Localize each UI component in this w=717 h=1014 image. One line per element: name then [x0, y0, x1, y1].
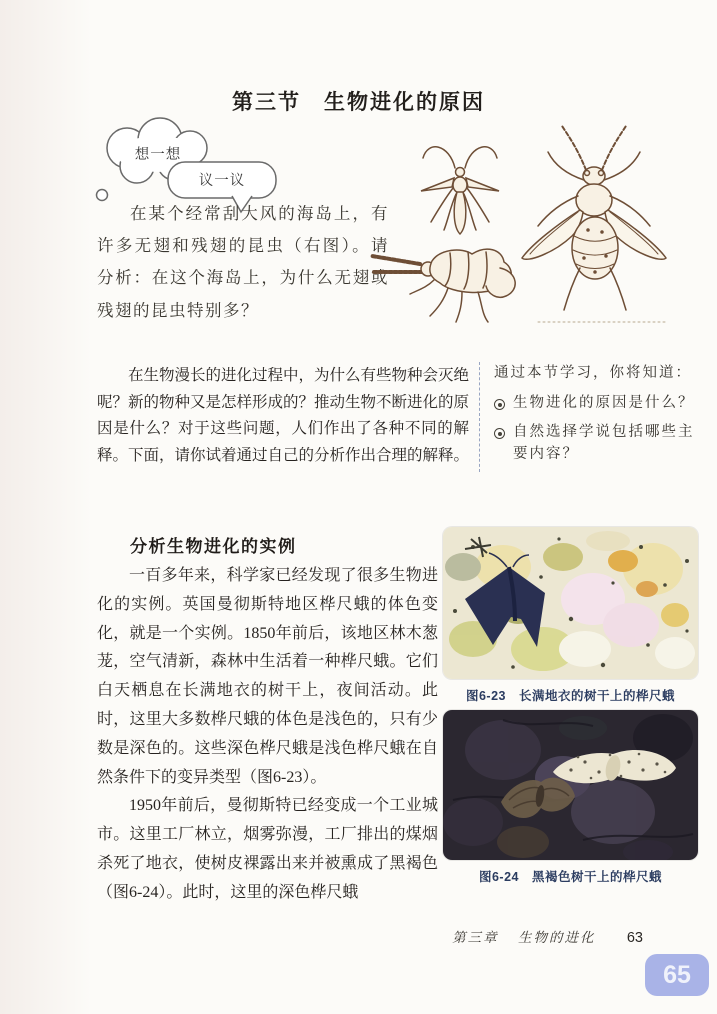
intro-paragraph: 在生物漫长的进化过程中，为什么有些物种会灭绝呢？新的物种又是怎样形成的？推动生物不断进化的原因是什么？对于这些问题，人们作出了各种不同的解释。下面，请你试着通过自己的分析作出合理的解释。 [97, 367, 470, 464]
figure-caption: 图6-23 长满地衣的树干上的桦尺蛾 [465, 689, 676, 703]
vestigial-winged-insect-drawing [421, 147, 499, 234]
dark-tree-moth-photo [443, 710, 698, 860]
page-footer [97, 926, 643, 946]
learning-goal-item [494, 421, 695, 466]
lichen-tree-moth-photo [443, 527, 698, 679]
winged-insect-drawing [522, 126, 668, 322]
footer-chapter-title: 生物的进化 [517, 930, 596, 945]
insect-illustration [360, 110, 692, 344]
body-paragraph: 一百多年来，科学家已经发现了很多生物进化的实例。英国曼彻斯特地区桦尺蛾的体色变化，就是一个实例。1850年前后，该地区林木葱茏，空气清新，森林中生活着一种桦尺蛾。它们白天栖息在长满地衣的树干上，夜间活动。此时，这里大多数桦尺蛾的体色是浅色的，只有少数是深色的。这些深色桦尺蛾是浅色桦尺蛾在自然条件下的变异类型（图6-23）。 [97, 567, 438, 786]
learning-goal-item [494, 392, 695, 414]
subsection-heading: 分析生物进化的实例 [130, 537, 297, 556]
figure-6-23 [443, 527, 698, 704]
body-paragraph: 1950年前后，曼彻斯特已经变成一个工业城市。这里工厂林立，烟雾弥漫，工厂排出的煤烟杀死了地衣，使树皮裸露出来并被熏成了黑褐色（图6-24）。此时，这里的深色桦尺蛾 [97, 797, 438, 901]
learning-goals-box [479, 362, 695, 472]
page-number-badge: 65 [645, 954, 709, 996]
learning-goals-heading: 通过本节学习，你将知道： [494, 365, 692, 381]
discussion-question: 在某个经常刮大风的海岛上，有许多无翅和残翅的昆虫（右图）。请分析：在这个海岛上，为什么无翅或残翅的昆虫特别多？ [97, 204, 389, 320]
figure-6-24 [443, 710, 698, 885]
think-bubble-label: 想一想 [134, 147, 182, 163]
target-bullet-icon [494, 428, 505, 439]
target-bullet-icon [494, 399, 505, 410]
page-title: 第三节 生物进化的原因 [232, 91, 485, 114]
body-text-column [97, 562, 438, 908]
footer-page-number: 63 [626, 930, 643, 946]
discuss-bubble-label: 议一议 [198, 173, 246, 189]
wingless-insect-drawing [372, 249, 515, 322]
footer-chapter-label: 第三章 [452, 930, 499, 945]
learning-goal-text: 自然选择学说包括哪些主要内容？ [513, 423, 695, 463]
figure-caption: 图6-24 黑褐色树干上的桦尺蛾 [478, 870, 663, 884]
learning-goal-text: 生物进化的原因是什么？ [513, 395, 695, 412]
